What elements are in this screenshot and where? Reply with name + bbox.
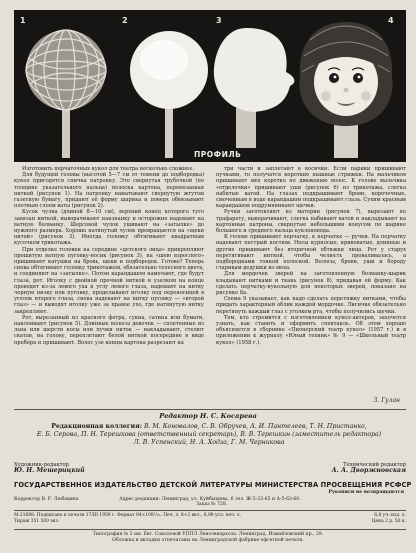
article-paragraph: Кусок чулка (длиной 8—10 см), верхний конец которого туго завязан ниткой, выворачивают наизнанку и осторожно надевают на ватную болванку. Шерсовой чулок ушивают на «затылке» до нужного размера. Хорошо натянутый чулок превращается на «щеки нитой» (рисунок 3). Иногда головку обтягивают квадратным кусочком трикотажа. xyxy=(14,209,204,247)
article-paragraph: три части и заплетают в косички. Если парики пришивают пучками, то получатся короткие пышные стрижки. На мальчиков пришивают мех коротко по движению волос. К голове мальчика «отделочки» пришивают уши (рисунок 6) из трикотажа, слегка набитые ватой. На глазах подкрашивают брови, корочечные, смоченным в воде карандашом подкрашивают глаза. Сухим красным карандашом подрумянивают щечки. xyxy=(216,166,406,210)
figure-number-3: 3 xyxy=(216,16,222,25)
editor-name: Н. С. Косарева xyxy=(200,412,257,420)
figure-number-4: 4 xyxy=(388,16,394,25)
article-paragraph: Изготовить перчаточных кукол для театра несколько сложнее. xyxy=(22,166,194,172)
article-signature: З. Гулан xyxy=(373,397,400,404)
order-number: Заказ № 728. xyxy=(196,502,228,507)
printer-line-1: Типография № 2 им. Евг. Соколовой УППЛ Ленсовнархоза. Ленинград, Измайловский пр., 29. xyxy=(92,532,324,537)
article-paragraph: Схема 9 указывает, как надо сделать перетяжку нитками, чтобы придать характерный облик каждой мордочке. Лисичке обязательно перетянуть каждый глаз с уголком рта, чтобы получились щечки. xyxy=(216,296,406,315)
manuscripts-note: Рукописи не возвращаются xyxy=(328,490,404,495)
editorial-address: Адрес редакции: Ленинград, ул. Куйбышева, 6 тел. Ж-5-23-65 и А-5-63-60. xyxy=(119,497,301,502)
figure-number-2: 2 xyxy=(122,16,128,25)
board-names-3: Л. В. Успенский, Н. А. Ходза, Г. М. Черникова xyxy=(133,439,285,446)
artist-label: Художник-редактор xyxy=(14,462,69,468)
article-body xyxy=(14,166,406,408)
artist-credit xyxy=(14,462,85,475)
figure-caption-profile: ПРОФИЛЬ xyxy=(194,150,242,159)
puppet-illustration xyxy=(14,10,406,162)
article-paragraph: Тем, кто стремится с изготовлением кукол-актеров, захочется узнать, как ставить и оформить спектакль. Об этом хорошо объясняется в сборнике «Пионерский театр кукол» (1957 г.) и в приложении к журналу «Юный техник» № 9 — «Школьный театр кукол» (1958 г.). xyxy=(216,314,406,346)
print-run: Тираж 351 500 экз. xyxy=(14,518,60,524)
puppet-heads-drawing xyxy=(14,10,406,162)
tech-editor-name: А. А. Дворжновская xyxy=(331,467,406,475)
board-names-2: Е. Б. Серова, П. Н. Терешкова (ответственный секретарь), В. В. Терешкин (заместитель редактора) xyxy=(36,431,382,438)
article-column-left xyxy=(14,166,204,408)
printer-info xyxy=(0,532,416,544)
editor-line xyxy=(0,412,416,420)
article-paragraph: Ручки заготовляют из материи (рисунок 7), вырезают по трафарету, выворачивают, слегка набивают ватой и накладывают на картонные патроны, свернутые небольшими конусом по шарике большого и среднего пальца куклоновода. xyxy=(216,209,406,235)
article-paragraph: К голове пришивают перчатку, к перчатке — ручки. На перчатку надевают пестрый костюм. Носы курносые, кривоватые, длинные и другие пришивают без вторичной обтяжки лица. Рот у старух перетягивают ниткой, чтобы челюсть проваливалась, а подбородками тонкой полоской. Волосы, брови, уши и бороду старикам дедушки из меха. xyxy=(216,234,406,272)
print-stats-right: 6,8 уч.-изд. л. xyxy=(374,513,406,518)
tech-editor-credit xyxy=(332,462,406,475)
editor-label: Редактор xyxy=(159,412,198,420)
artist-name: Ю. Н. Мешерицкий xyxy=(14,467,85,475)
corrector-credit: Корректор В. Р. Любавина xyxy=(14,497,79,502)
print-stats xyxy=(14,513,406,524)
price: Цена 2 р. 50 к. xyxy=(371,518,406,524)
printer-line-2: Обложка и вкладки отпечатаны на Ленинградской фабрике офсетной печати. xyxy=(112,537,304,543)
stat-divider xyxy=(14,510,406,511)
tech-editor-label: Технический редактор xyxy=(343,462,406,468)
board-names-1: В. М. Коновалов, С. В. Обручев, А. И. Пантелеев, Т. Н. Пристанко, xyxy=(143,423,367,430)
publisher-name: ГОСУДАРСТВЕННОЕ ИЗДАТЕЛЬСТВО ДЕТСКОЙ ЛИТЕРАТУРЫ МИНИСТЕРСТВА ПРОСВЕЩЕНИЯ РСФСР xyxy=(14,481,412,489)
printer-divider xyxy=(14,529,406,530)
article-paragraph: При отделке головки на середине «детского лица» прикрепляют прошитую ватную пуговку-носик (рисунок 3), на «шею взрослого» пришивают катушки на бровь, щеки и подбородок. Готово? Теперь снова обтягивают головку трикотажем, обязательно телесного цвета, и соединяют на «затылке». Потом карандашом намечают, где будут глаза, рот. Иголку с двойной прочной ниткой и узелком на конце проводят из-за левого уха к углу левого глаза, надевают на нитку черную низку или пуговку, проделывают иголку под переносицей в уголок второго глаза, снова надевают на нитку пуговку — «второй глаз» — и выводят иголку уже за правое ухо, где натянутую нитку закрепляют. xyxy=(14,246,204,315)
print-stats-left: М-21698. Подписано к печати 17/III 1959 г. Формат 84×108¹/₁₆. Печ. л. 8+2 вкл., 6,98 усл. печ. л. xyxy=(14,513,241,518)
article-paragraph: Для будущей головы (высотой 5—7 см от темени до подбородка) кукол пригодятся спичка патронку. Это свернутая трубочкой (по толщине указательного пальца) полоска картона, перевязанная ниткой (рисунок 1). На патронку наматывают свернутую жгутом газетную бумагу, придают её форму шарика и поверх обвязывают плотным слоем ваты (рисунок 2). xyxy=(14,172,204,210)
figure-number-1: 1 xyxy=(20,16,26,25)
editorial-board xyxy=(24,423,394,447)
colophon-divider xyxy=(14,409,406,410)
board-label: Редакционная коллегия: xyxy=(51,423,142,430)
article-paragraph: Для мордочек зверей на заготовленную болванку-шарик кладывают нитками и ткань (рисунок 8), придавая ей форму. Как сделать перчатку-кукольную для некоторых зверей, показано на рисунке 8а. xyxy=(216,271,406,297)
article-paragraph: Рот, вырезанный из красного фетра, сукна, сатина или бумаги, наклеивают (рисунок 5). Длинные волосы девочек — сплетенные из льна или шерсти косы или пучки ниток — накладывают, стелют скатав, на голову, переплетают белой ниткой посередине в виде пробора и пришивают. Волос узе концы картона разрезают на xyxy=(14,314,204,346)
article-column-right xyxy=(216,166,406,408)
